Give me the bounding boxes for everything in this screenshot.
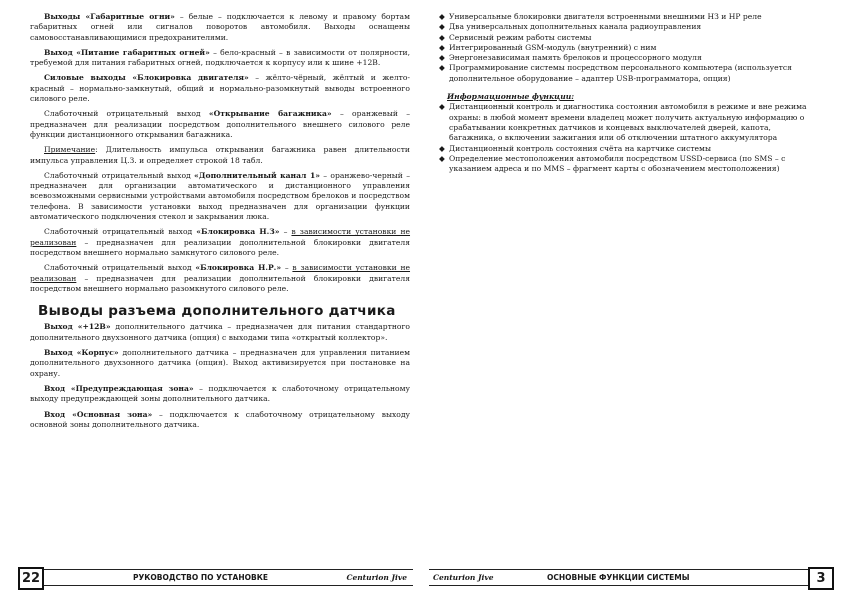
feature-list	[433, 12, 811, 84]
paragraph-note: Примечание: Длительность импульса открывания багажника равен длительности импульса управления Ц.З. и определяет строкой 18 табл.	[30, 145, 410, 165]
paragraph-plus12: Выход «+12В» дополнительного датчика – предназначен для питания стандартного дополнительного двухзонного датчика (опция) с выходами типа «открытый коллектор».	[30, 322, 411, 342]
footer-model: Centurion Jive	[433, 573, 494, 582]
right-footer	[429, 569, 834, 586]
list-item: ◆ Определение местоположения автомобиля посредством USSD-сервиса (по SMS – с указанием адреса и по MMS – фрагмент карты с обозначением местоположения)	[439, 153, 786, 174]
diamond-bullet-icon: ◆	[439, 63, 445, 73]
info-functions-title: Информационные функции:	[447, 92, 575, 102]
paragraph-trunk-output: Слаботочный отрицательный выход «Открывание багажника» – оранжевый – предназначен для реализации посредством дополнительного внешнего силового реле функции дистанционного открывания багажника.	[30, 109, 411, 139]
list-item: ◆ Программирование системы посредством персонального компьютера (используется дополнительное оборудование – адаптер USB-программатора, опция)	[439, 63, 792, 83]
section-heading: Выводы разъема дополнительного датчика	[38, 303, 396, 320]
diamond-bullet-icon: ◆	[439, 102, 445, 112]
right-page	[421, 0, 842, 595]
list-item: ◆ Универсальные блокировки двигателя встроенными внешними НЗ и НР реле	[439, 12, 762, 21]
diamond-bullet-icon: ◆	[439, 32, 445, 42]
list-item: ◆ Интегрированный GSM-модуль (внутренний) с ним	[439, 42, 657, 52]
left-column	[30, 12, 410, 435]
paragraph-parking-power: Выход «Питание габаритных огней» – бело-красный – в зависимости от полярности, требуемой для питания габаритных огней, подключается к корпусу или к шине +12В.	[30, 47, 410, 68]
footer-model: Centurion Jive	[346, 573, 407, 582]
footer-title: ОСНОВНЫЕ ФУНКЦИИ СИСТЕМЫ	[547, 573, 690, 582]
right-column	[433, 12, 811, 182]
diamond-bullet-icon: ◆	[439, 153, 445, 163]
diamond-bullet-icon: ◆	[439, 12, 445, 21]
diamond-bullet-icon: ◆	[439, 42, 445, 52]
left-footer	[18, 569, 413, 586]
list-item: ◆ Два универсальных дополнительных канала радиоуправления	[439, 22, 702, 32]
paragraph-engine-block: Силовые выходы «Блокировка двигателя» – жёлто-чёрный, жёлтый и желто-красный – нормально-замкнутый, общий и нормально-разомкнутый выводы встроенного силового реле.	[30, 73, 410, 104]
list-item: ◆ Сервисный режим работы системы	[439, 32, 592, 42]
paragraph-block-nc: Слаботочный отрицательный выход «Блокировка Н.З» – в зависимости установки не реализован – предназначен для реализации дополнительной блокировки двигателя посредством внешнего нормально замкнутого силового реле.	[30, 227, 411, 257]
page-number: 22	[18, 567, 44, 590]
diamond-bullet-icon: ◆	[439, 53, 445, 63]
diamond-bullet-icon: ◆	[439, 143, 445, 153]
footer-title: РУКОВОДСТВО ПО УСТАНОВКЕ	[133, 573, 268, 582]
paragraph-warn-zone: Вход «Предупреждающая зона» – подключается к слаботочному отрицательному выходу предупреждающей зоны дополнительного датчика.	[30, 383, 410, 404]
info-list	[433, 102, 811, 174]
page-number: 3	[808, 567, 834, 590]
paragraph-main-zone: Вход «Основная зона» – подключается к слаботочному отрицательному выходу основной зоны дополнительного датчика.	[30, 409, 411, 429]
diamond-bullet-icon: ◆	[439, 22, 445, 32]
paragraph-aux-channel: Слаботочный отрицательный выход «Дополнительный канал 1» – оранжево-черный – предназначен для организации автоматического и дистанционного управления всевозможными сервисными устройствами автомобиля посредством брелоков и посредством телефона. В зависимости установки выход предназначен для организации функции автоматического подключения стекол и закрывания люка.	[30, 170, 410, 222]
list-item: ◆ Дистанционный контроль и диагностика состояния автомобиля в режиме и вне режима охраны: в любой момент времени владелец может получить актуальную информацию о срабатывании конкретных датчиков и концевых выключателей дверей, капота, багажника, о включении зажигания или об отключении штатного аккумулятора	[439, 102, 807, 143]
paragraph-ground: Выход «Корпус» дополнительного датчика – предназначен для управления питанием дополнительного двухзонного датчика (опция). Выход активизируется при постановке на охрану.	[30, 348, 410, 378]
paragraph-block-no: Слаботочный отрицательный выход «Блокировка Н.Р.» – в зависимости установки не реализован – предназначен для реализации дополнительной блокировки двигателя посредством внешнего нормально разомкнутого силового реле.	[30, 263, 411, 293]
list-item: ◆ Энергонезависимая память брелоков и процессорного модуля	[439, 53, 702, 63]
list-item: ◆ Дистанционный контроль состояния счёта на картчике системы	[439, 143, 711, 153]
paragraph-parking-lights: Выходы «Габаритные огни» – белые – подключается к левому и правому бортам габаритных огней или сигналов поворотов автомобиля. Выходы оснащены самовосстанавливающимися предохранителями.	[30, 12, 410, 42]
